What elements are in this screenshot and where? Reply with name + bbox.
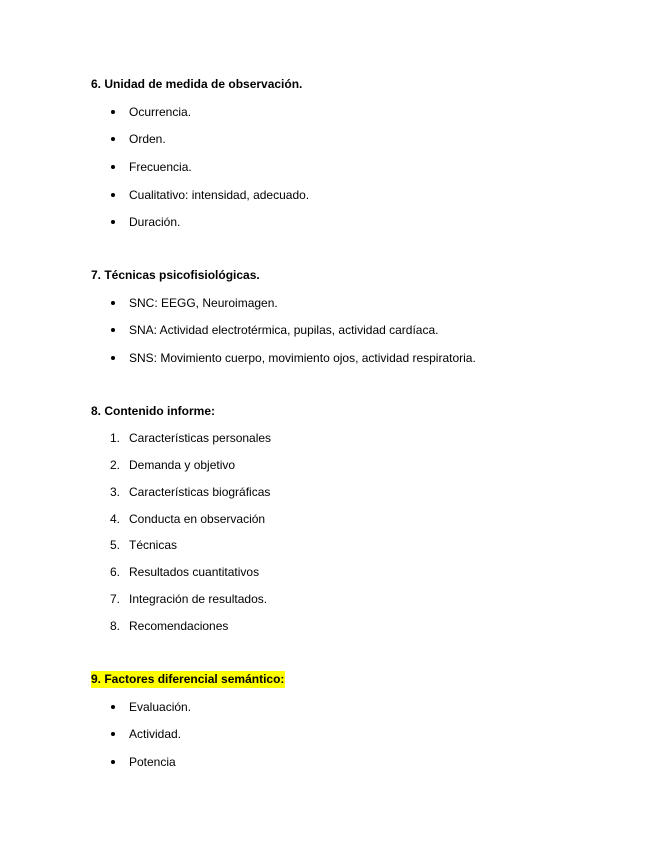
section-psychophysiological-techniques xyxy=(91,268,611,365)
bullet-icon xyxy=(111,356,115,360)
numbered-list xyxy=(91,431,611,633)
section-semantic-differential-factors xyxy=(91,672,611,769)
list-item: SNC: EEGG, Neuroimagen. xyxy=(91,296,611,310)
bullet-icon xyxy=(111,732,115,736)
list-item: SNS: Movimiento cuerpo, movimiento ojos, actividad respiratoria. xyxy=(91,351,611,365)
list-item: Duración. xyxy=(91,215,611,229)
bullet-icon xyxy=(111,301,115,305)
list-item: Orden. xyxy=(91,132,611,146)
bullet-icon xyxy=(111,760,115,764)
list-item: 4. Conducta en observación xyxy=(110,511,266,526)
bullet-list xyxy=(91,296,611,365)
bullet-icon xyxy=(111,110,115,114)
section-observation-units xyxy=(91,77,611,229)
list-item: Cualitativo: intensidad, adecuado. xyxy=(91,188,611,202)
list-item: Potencia xyxy=(91,755,611,769)
list-item: 8. Recomendaciones xyxy=(110,619,229,634)
list-item: 3. Características biográficas xyxy=(110,484,271,499)
list-item: 7. Integración de resultados. xyxy=(110,592,268,607)
list-item: SNA: Actividad electrotérmica, pupilas, actividad cardíaca. xyxy=(91,323,611,337)
bullet-icon xyxy=(111,193,115,197)
list-item: 1. Características personales xyxy=(110,430,272,445)
list-item: Evaluación. xyxy=(91,700,611,714)
bullet-icon xyxy=(111,137,115,141)
highlighted-heading-text: 9. Factores diferencial semántico: xyxy=(91,672,285,686)
bullet-list xyxy=(91,700,611,769)
list-item: 6. Resultados cuantitativos xyxy=(110,565,260,580)
list-item: Ocurrencia. xyxy=(91,105,611,119)
section-report-contents xyxy=(91,404,611,633)
bullet-icon xyxy=(111,165,115,169)
bullet-icon xyxy=(111,220,115,224)
bullet-icon xyxy=(111,705,115,709)
bullet-list xyxy=(91,105,611,230)
list-item: Frecuencia. xyxy=(91,160,611,174)
section-heading: 7. Técnicas psicofisiológicas. xyxy=(91,268,260,282)
section-heading: 8. Contenido informe: xyxy=(91,404,215,418)
section-heading: 6. Unidad de medida de observación. xyxy=(91,77,303,91)
section-heading xyxy=(91,672,611,686)
bullet-icon xyxy=(111,328,115,332)
list-item: 2. Demanda y objetivo xyxy=(110,457,236,472)
list-item: Actividad. xyxy=(91,727,611,741)
list-item: 5. Técnicas xyxy=(110,538,178,553)
